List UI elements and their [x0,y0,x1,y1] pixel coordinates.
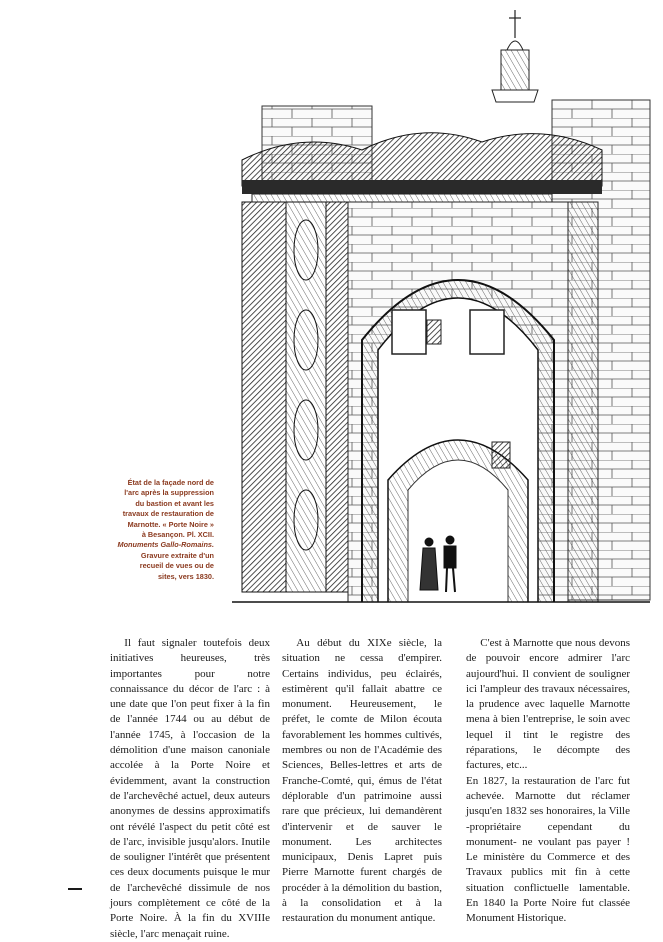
caption-line: Gravure extraite d'un [140,550,214,560]
tower-spire [492,10,538,102]
text-column-2 [282,636,442,927]
caption-line: Monuments Gallo-Romains. [117,540,214,550]
paragraph: C'est à Marnotte que nous devons de pouvoir encore admirer l'arc aujourd'hui. Il convient de souligner ici l'ampleur des travaux nécessaires, la prudence avec laquelle Marnotte mena à bien l'entreprise, le soin avec lequel il tint le registre des réparations, le décompte des factures, etc... [466,637,630,772]
paragraph: Au début du XIXe siècle, la situation ne cessa d'empirer. Certains individus, peu éclairés, estimèrent qu'il fallait abattre ce monument. Heureusement, le préfet, le comte de Milon écouta favorablement les hommes cultivés, membres ou non de l'Académie des Sciences, Belles-lettres et arts de Franche-Comté, qui, émus de l'état déplorable d'un patrimoine aussi rare que précieux, lui demandèrent d'intervenir et de sauver le monument. Les architectes municipaux, Denis Lapret puis Pierre Marnotte furent chargés de procéder à la démolition du bastion, à la consolidation et à la restauration du monument antique. [282,637,442,925]
caption-line: Marnotte. « Porte Noire » [127,519,214,529]
paragraph: Il faut signaler toutefois deux initiatives heureuses, très importantes pour notre connaissance du décor de l'arc : à une date que l'on peut fixer à la fin de l'année 1744 ou au début de l'année 1745, à l'occasion de la démolition d'une maison canoniale accolée à la Porte Noire et évidemment, avant la construction de l'archevêché actuel, deux auteurs anonymes de dessins approximatifs ont révélé l'aspect du petit côté est de l'arc, invisible jusqu'alors. Inutile de souligner l'intérêt que présentent ces deux documents puisque le mur de l'archevêché dissimule de nos jours complètement ce côté de la Porte Noire. À la fin du XVIIIe siècle, l'arc menaçait ruine. [110,637,270,940]
figure-caption [108,478,214,582]
text-column-3 [466,636,630,927]
caption-line: recueil de vues ou de [139,561,214,571]
paragraph: En 1827, la restauration de l'arc fut achevée. Marnotte dut réclamer jusqu'en 1832 ses honoraires, la Ville -propriétaire cependant du monument- ne voulant pas payer ! Le ministère du Commerce et des Travaux publics mit fin à cette situation conflictuelle lamentable. En 1840 la Porte Noire fut classée Monument Historique. [466,774,630,925]
arch [348,202,568,602]
cornice [242,133,602,202]
text-column-1 [110,636,270,942]
caption-line: sites, vers 1830. [158,571,214,581]
caption-line: l'arc après la suppression [124,488,214,498]
right-pilaster [568,202,598,602]
caption-line: à Besançon. Pl. XCII. [141,530,214,540]
porte-noire-engraving [222,10,652,610]
left-columns [242,202,348,592]
caption-line: État de la façade nord de [127,478,214,487]
caption-line: travaux de restauration de [122,509,214,519]
footer-rule [68,888,82,890]
caption-line: du bastion et avant les [135,498,214,508]
